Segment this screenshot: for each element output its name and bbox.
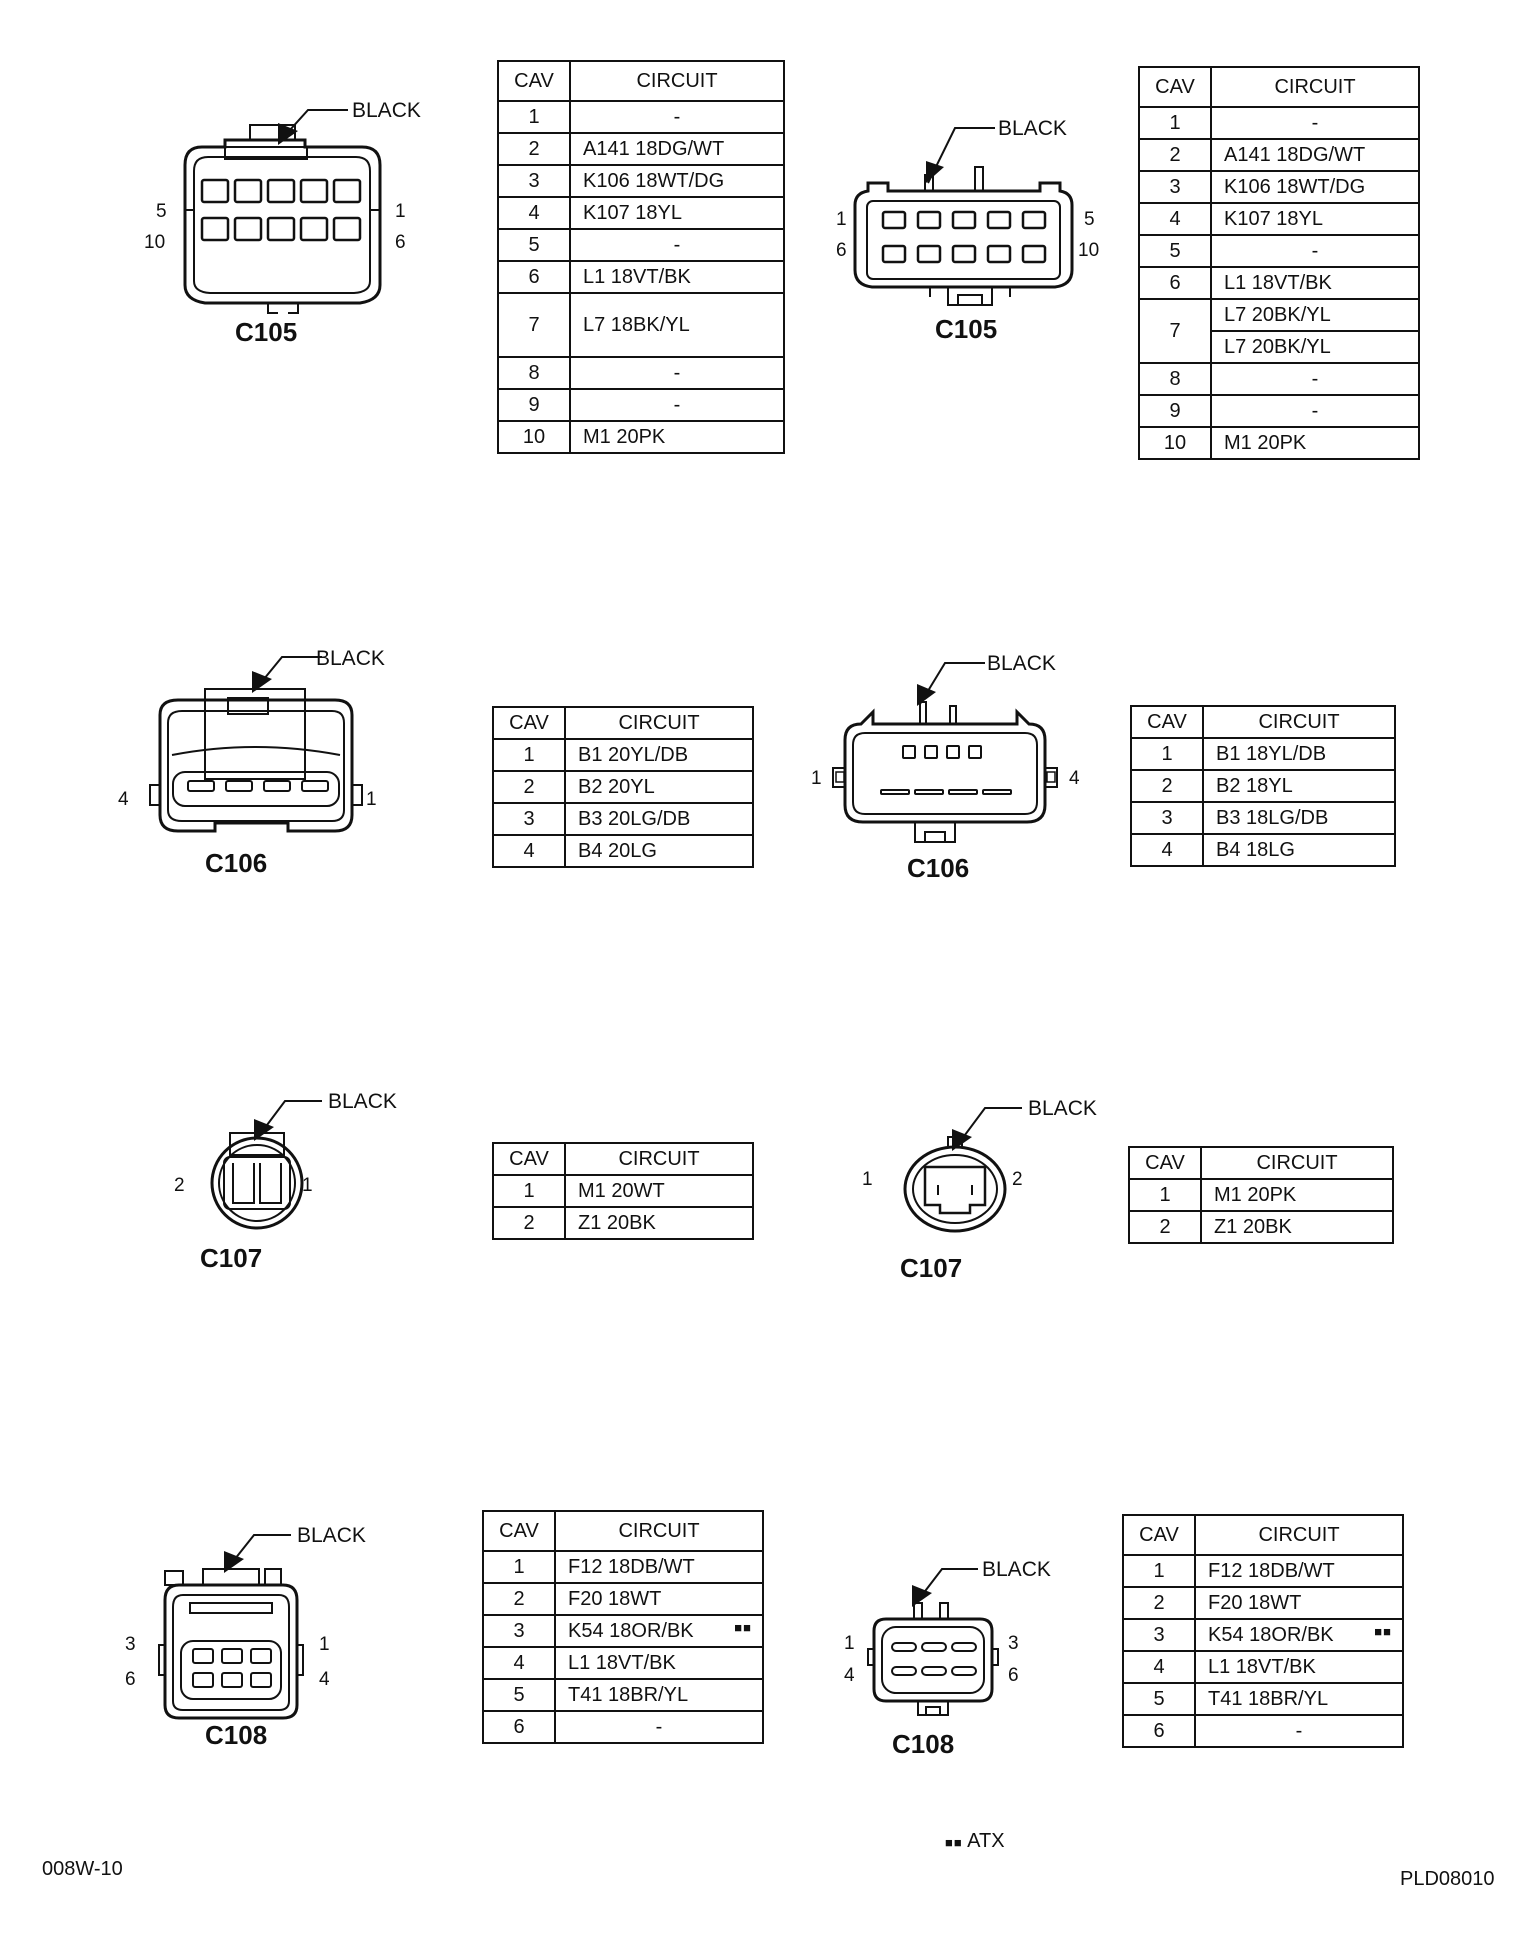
pin-label: 1 xyxy=(844,1633,855,1654)
connector-name: C105 xyxy=(935,314,998,344)
circuit-cell: B4 18LG xyxy=(1203,834,1395,866)
cavity-slot xyxy=(915,790,943,794)
table-row xyxy=(1139,139,1419,171)
table-row xyxy=(493,1207,753,1239)
c105-left-drawing xyxy=(130,85,430,345)
cavity-cell xyxy=(202,218,228,240)
c106-left-drawing xyxy=(110,635,410,880)
cavity-cell xyxy=(251,1649,271,1663)
pin-label: 2 xyxy=(174,1175,185,1196)
c106-right-connector xyxy=(795,640,1095,885)
table-row xyxy=(1139,107,1419,139)
circuit-cell: B1 20YL/DB xyxy=(565,739,753,771)
c108-right-cavity-table xyxy=(1122,1514,1404,1748)
table-row xyxy=(493,803,753,835)
circuit-header: CIRCUIT xyxy=(565,707,753,739)
cav-cell: 4 xyxy=(483,1647,555,1679)
circuit-cell: M1 20WT xyxy=(565,1175,753,1207)
circuit-header: CIRCUIT xyxy=(565,1143,753,1175)
pin-label: 4 xyxy=(844,1665,855,1686)
circuit-header: CIRCUIT xyxy=(570,61,784,101)
c107-right-cavity-table xyxy=(1128,1146,1394,1244)
cav-cell: 3 xyxy=(493,803,565,835)
pin-label: 4 xyxy=(319,1669,330,1690)
cav-cell: 1 xyxy=(493,739,565,771)
table-row xyxy=(498,261,784,293)
table-row xyxy=(498,101,784,133)
cav-cell: 2 xyxy=(1139,139,1211,171)
pin-label: 6 xyxy=(125,1669,136,1690)
circuit-cell: A141 18DG/WT xyxy=(1211,139,1419,171)
table-row xyxy=(483,1647,763,1679)
cavity-cell xyxy=(969,746,981,758)
pin-label: 1 xyxy=(395,201,406,222)
table-row xyxy=(1123,1715,1403,1747)
cav-header: CAV xyxy=(493,707,565,739)
cavity-cell xyxy=(947,746,959,758)
circuit-header: CIRCUIT xyxy=(1201,1147,1393,1179)
pin-label: 2 xyxy=(1012,1169,1023,1190)
atx-legend-label: ATX xyxy=(967,1830,1005,1852)
table-row xyxy=(498,293,784,357)
circuit-cell: - xyxy=(1211,107,1419,139)
c108-left-drawing xyxy=(115,1515,415,1750)
black-color-label: BLACK xyxy=(297,1524,366,1547)
cav-header: CAV xyxy=(1139,67,1211,107)
cavity-slot xyxy=(922,1667,946,1675)
connector-name: C108 xyxy=(892,1729,955,1759)
table-row xyxy=(493,835,753,867)
cavity-cell xyxy=(953,212,975,228)
c108-right-drawing xyxy=(830,1545,1110,1770)
table-row xyxy=(483,1679,763,1711)
cav-cell: 3 xyxy=(1123,1619,1195,1651)
pin-label: 4 xyxy=(118,789,129,810)
cav-cell: 10 xyxy=(1139,427,1211,459)
circuit-cell: - xyxy=(1211,363,1419,395)
cav-cell: 7 xyxy=(498,293,570,357)
cav-cell: 3 xyxy=(1139,171,1211,203)
cavity-cell xyxy=(1023,212,1045,228)
c105-left-cavity-table xyxy=(497,60,785,454)
cavity-slot xyxy=(892,1667,916,1675)
circuit-cell: F20 18WT xyxy=(555,1583,763,1615)
connector-name: C106 xyxy=(205,848,268,878)
circuit-cell: B3 18LG/DB xyxy=(1203,802,1395,834)
cavity-slot xyxy=(302,781,328,791)
circuit-header: CIRCUIT xyxy=(1203,706,1395,738)
cav-cell: 3 xyxy=(498,165,570,197)
figure-code-left: 008W-10 xyxy=(42,1858,123,1880)
pin-label: 1 xyxy=(836,209,847,230)
cavity-slot xyxy=(881,790,909,794)
cav-cell: 6 xyxy=(1123,1715,1195,1747)
circuit-cell: Z1 20BK xyxy=(1201,1211,1393,1243)
circuit-text: K54 18OR/BK xyxy=(568,1619,694,1642)
cav-cell: 4 xyxy=(1139,203,1211,235)
cavity-cell xyxy=(193,1673,213,1687)
cavity-cell xyxy=(334,218,360,240)
circuit-cell: K106 18WT/DG xyxy=(570,165,784,197)
cav-cell: 7 xyxy=(1139,299,1211,363)
table-row xyxy=(1131,738,1395,770)
circuit-text: K54 18OR/BK xyxy=(1208,1623,1334,1646)
circuit-header: CIRCUIT xyxy=(1195,1515,1403,1555)
circuit-cell: M1 20PK xyxy=(1201,1179,1393,1211)
circuit-cell: K107 18YL xyxy=(1211,203,1419,235)
circuit-cell: L1 18VT/BK xyxy=(1195,1651,1403,1683)
table-row xyxy=(498,229,784,261)
atx-marker-icon: ■■ xyxy=(1374,1623,1392,1639)
c105-right-cavity-table xyxy=(1138,66,1420,460)
circuit-cell: T41 18BR/YL xyxy=(555,1679,763,1711)
cavity-cell xyxy=(903,746,915,758)
circuit-cell: L1 18VT/BK xyxy=(570,261,784,293)
circuit-cell: M1 20PK xyxy=(1211,427,1419,459)
cav-cell: 4 xyxy=(1131,834,1203,866)
table-row xyxy=(1139,203,1419,235)
connector-name: C108 xyxy=(205,1720,268,1750)
cav-cell: 1 xyxy=(493,1175,565,1207)
circuit-cell: B2 18YL xyxy=(1203,770,1395,802)
table-row xyxy=(498,133,784,165)
cavity-cell xyxy=(235,180,261,202)
cavity-cell xyxy=(334,180,360,202)
table-row xyxy=(1139,395,1419,427)
cavity-cell xyxy=(883,246,905,262)
cav-cell: 5 xyxy=(1139,235,1211,267)
cavity-cell xyxy=(1023,246,1045,262)
cav-cell: 5 xyxy=(1123,1683,1195,1715)
table-row xyxy=(1139,171,1419,203)
cavity-cell xyxy=(222,1673,242,1687)
atx-legend-marker-icon: ■■ xyxy=(945,1835,963,1850)
cav-cell: 3 xyxy=(1131,802,1203,834)
black-color-label: BLACK xyxy=(352,99,421,122)
c108-right-connector xyxy=(830,1545,1110,1770)
cav-cell: 4 xyxy=(493,835,565,867)
circuit-cell: M1 20PK xyxy=(570,421,784,453)
table-row xyxy=(1131,770,1395,802)
pin-label: 1 xyxy=(862,1169,873,1190)
pin-label: 1 xyxy=(811,768,822,789)
cav-cell: 1 xyxy=(1123,1555,1195,1587)
table-row xyxy=(1131,802,1395,834)
cavity-slot xyxy=(892,1643,916,1651)
cavity-cell xyxy=(953,246,975,262)
cavity-slot xyxy=(188,781,214,791)
black-color-label: BLACK xyxy=(982,1558,1051,1581)
pin-label: 1 xyxy=(366,789,377,810)
cav-cell: 3 xyxy=(483,1615,555,1647)
table-row xyxy=(1139,427,1419,459)
cav-cell: 2 xyxy=(493,1207,565,1239)
black-color-label: BLACK xyxy=(1028,1097,1097,1120)
c106-left-cavity-table xyxy=(492,706,754,868)
black-color-label: BLACK xyxy=(316,647,385,670)
circuit-header: CIRCUIT xyxy=(555,1511,763,1551)
circuit-cell: T41 18BR/YL xyxy=(1195,1683,1403,1715)
table-row xyxy=(498,421,784,453)
pin-label: 6 xyxy=(395,232,406,253)
cavity-cell xyxy=(883,212,905,228)
cav-cell: 1 xyxy=(498,101,570,133)
cavity-slot xyxy=(952,1667,976,1675)
table-row xyxy=(1123,1587,1403,1619)
pin-label: 5 xyxy=(1084,209,1095,230)
table-row xyxy=(498,165,784,197)
c107-right-drawing xyxy=(850,1085,1110,1285)
cav-header: CAV xyxy=(493,1143,565,1175)
table-row xyxy=(1123,1683,1403,1715)
cavity-cell xyxy=(301,180,327,202)
cavity-cell xyxy=(988,246,1010,262)
c106-right-drawing xyxy=(795,640,1095,885)
cavity-slot xyxy=(226,781,252,791)
c105-right-connector xyxy=(830,105,1130,355)
circuit-cell: L7 18BK/YL xyxy=(570,293,784,357)
table-row xyxy=(498,389,784,421)
cavity-cell xyxy=(988,212,1010,228)
pin-label: 5 xyxy=(156,201,167,222)
circuit-cell: F12 18DB/WT xyxy=(1195,1555,1403,1587)
pin-label: 10 xyxy=(144,232,166,253)
cav-cell: 6 xyxy=(1139,267,1211,299)
cavity-cell xyxy=(222,1649,242,1663)
cav-cell: 2 xyxy=(1129,1211,1201,1243)
circuit-cell: K107 18YL xyxy=(570,197,784,229)
circuit-cell: L1 18VT/BK xyxy=(555,1647,763,1679)
pin-label: 10 xyxy=(1078,240,1100,261)
c105-left-connector xyxy=(130,85,430,345)
cav-cell: 1 xyxy=(1129,1179,1201,1211)
cav-cell: 5 xyxy=(483,1679,555,1711)
table-row xyxy=(1123,1619,1403,1651)
cav-cell: 5 xyxy=(498,229,570,261)
cav-header: CAV xyxy=(1129,1147,1201,1179)
connector-name: C106 xyxy=(907,853,970,883)
cav-cell: 4 xyxy=(1123,1651,1195,1683)
circuit-cell: - xyxy=(1195,1715,1403,1747)
circuit-cell: - xyxy=(570,101,784,133)
circuit-cell: - xyxy=(570,229,784,261)
cav-header: CAV xyxy=(1123,1515,1195,1555)
black-color-label: BLACK xyxy=(987,652,1056,675)
cavity-cell xyxy=(918,212,940,228)
table-row xyxy=(483,1583,763,1615)
cav-cell: 10 xyxy=(498,421,570,453)
circuit-cell: Z1 20BK xyxy=(565,1207,753,1239)
table-row xyxy=(483,1711,763,1743)
table-row xyxy=(1123,1651,1403,1683)
cavity-slot xyxy=(949,790,977,794)
figure-code-right: PLD08010 xyxy=(1400,1868,1495,1890)
cav-cell: 9 xyxy=(498,389,570,421)
cavity-slot xyxy=(922,1643,946,1651)
cavity-slot xyxy=(983,790,1011,794)
c107-left-cavity-table xyxy=(492,1142,754,1240)
table-row xyxy=(1139,235,1419,267)
atx-marker-icon: ■■ xyxy=(734,1619,752,1635)
circuit-cell: B1 18YL/DB xyxy=(1203,738,1395,770)
cav-cell: 4 xyxy=(498,197,570,229)
circuit-cell: A141 18DG/WT xyxy=(570,133,784,165)
cav-cell: 8 xyxy=(498,357,570,389)
cavity-cell xyxy=(918,246,940,262)
c108-left-connector xyxy=(115,1515,415,1750)
c105-right-drawing xyxy=(830,105,1130,355)
circuit-cell: - xyxy=(1211,395,1419,427)
pin-label: 6 xyxy=(1008,1665,1019,1686)
black-color-label: BLACK xyxy=(328,1090,397,1113)
table-row xyxy=(1129,1179,1393,1211)
pin-label: 6 xyxy=(836,240,847,261)
circuit-cell: - xyxy=(570,389,784,421)
cav-header: CAV xyxy=(483,1511,555,1551)
cavity-cell xyxy=(925,746,937,758)
circuit-cell: - xyxy=(1211,235,1419,267)
circuit-cell: - xyxy=(555,1711,763,1743)
cavity-slot xyxy=(952,1643,976,1651)
cavity-cell xyxy=(202,180,228,202)
c107-right-connector xyxy=(850,1085,1110,1285)
cavity-cell xyxy=(268,180,294,202)
cav-cell: 2 xyxy=(1131,770,1203,802)
connector-name: C107 xyxy=(900,1253,963,1283)
cav-cell: 9 xyxy=(1139,395,1211,427)
table-row xyxy=(1139,267,1419,299)
table-row xyxy=(483,1551,763,1583)
cavity-cell xyxy=(301,218,327,240)
circuit-cell: - xyxy=(570,357,784,389)
circuit-cell: L7 20BK/YL xyxy=(1211,299,1419,331)
pin-label: 4 xyxy=(1069,768,1080,789)
pin-label: 1 xyxy=(319,1634,330,1655)
table-row xyxy=(1131,834,1395,866)
circuit-cell: F12 18DB/WT xyxy=(555,1551,763,1583)
c107-left-connector xyxy=(160,1075,420,1275)
cav-cell: 6 xyxy=(498,261,570,293)
table-row xyxy=(493,771,753,803)
circuit-cell: L1 18VT/BK xyxy=(1211,267,1419,299)
cav-cell: 2 xyxy=(493,771,565,803)
circuit-cell: B3 20LG/DB xyxy=(565,803,753,835)
table-row xyxy=(498,197,784,229)
cavity-cell xyxy=(235,218,261,240)
table-row xyxy=(493,739,753,771)
circuit-cell: F20 18WT xyxy=(1195,1587,1403,1619)
pin-label: 3 xyxy=(1008,1633,1019,1654)
circuit-cell: K106 18WT/DG xyxy=(1211,171,1419,203)
connector-name: C107 xyxy=(200,1243,263,1273)
c108-left-cavity-table xyxy=(482,1510,764,1744)
table-row xyxy=(493,1175,753,1207)
cav-header: CAV xyxy=(1131,706,1203,738)
cav-cell: 1 xyxy=(1139,107,1211,139)
cavity-slot xyxy=(264,781,290,791)
circuit-cell: B4 20LG xyxy=(565,835,753,867)
c106-left-connector xyxy=(110,635,410,880)
pin-label: 3 xyxy=(125,1634,136,1655)
circuit-cell xyxy=(555,1615,763,1647)
circuit-header: CIRCUIT xyxy=(1211,67,1419,107)
cav-cell: 8 xyxy=(1139,363,1211,395)
table-row xyxy=(1139,299,1419,331)
cav-cell: 1 xyxy=(483,1551,555,1583)
table-row xyxy=(498,357,784,389)
cav-cell: 1 xyxy=(1131,738,1203,770)
black-color-label: BLACK xyxy=(998,117,1067,140)
cavity-cell xyxy=(193,1649,213,1663)
circuit-cell xyxy=(1195,1619,1403,1651)
table-row xyxy=(1123,1555,1403,1587)
table-row xyxy=(1129,1211,1393,1243)
cav-cell: 2 xyxy=(483,1583,555,1615)
table-row xyxy=(1139,363,1419,395)
connector-name: C105 xyxy=(235,317,298,347)
circuit-cell: L7 20BK/YL xyxy=(1211,331,1419,363)
atx-legend xyxy=(945,1830,1005,1853)
circuit-cell: B2 20YL xyxy=(565,771,753,803)
cavity-cell xyxy=(268,218,294,240)
cav-header: CAV xyxy=(498,61,570,101)
cav-cell: 2 xyxy=(1123,1587,1195,1619)
cav-cell: 6 xyxy=(483,1711,555,1743)
table-row xyxy=(483,1615,763,1647)
pin-label: 1 xyxy=(302,1175,313,1196)
c107-left-drawing xyxy=(160,1075,420,1275)
cav-cell: 2 xyxy=(498,133,570,165)
c106-right-cavity-table xyxy=(1130,705,1396,867)
cavity-cell xyxy=(251,1673,271,1687)
